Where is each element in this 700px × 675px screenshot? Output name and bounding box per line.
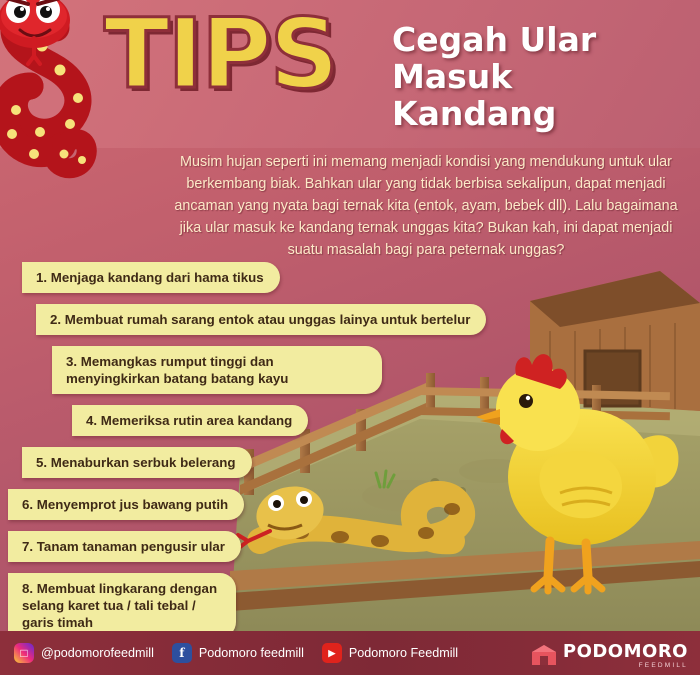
tip-text: Memeriksa rutin area kandang (100, 413, 293, 429)
list-item (52, 346, 382, 394)
header-subtitle-line-2: Masuk (392, 56, 513, 96)
list-item (36, 304, 486, 335)
header-subtitle-line-1: Cegah Ular (392, 20, 597, 59)
tip-number: 4. (86, 413, 98, 429)
tip-text: Menjaga kandang dari hama tikus (50, 270, 264, 285)
list-item (22, 262, 280, 293)
list-item (8, 489, 244, 520)
social-instagram[interactable] (14, 643, 154, 663)
social-youtube[interactable] (322, 643, 458, 663)
list-item (8, 573, 236, 638)
tip-number: 3. (66, 354, 78, 370)
instagram-handle: @podomorofeedmill (41, 646, 154, 660)
tip-number: 6. (22, 497, 34, 513)
brand-logo (531, 641, 688, 669)
list-item (22, 447, 252, 478)
youtube-handle: Podomoro Feedmill (348, 646, 459, 660)
social-facebook[interactable] (172, 643, 304, 663)
facebook-icon: f (172, 643, 192, 663)
tip-number: 5. (36, 455, 48, 471)
tip-number: 8. (22, 581, 34, 597)
tip-text: Menaburkan serbuk belerang (50, 455, 236, 471)
tip-text: Tanam tanaman pengusir ular (36, 539, 225, 555)
youtube-icon: ▶ (322, 643, 342, 663)
header-subtitle-line-3: Kandang (392, 93, 557, 133)
tip-text: Membuat lingkarang dengan selang karet tua / tali tebal / garis timah (22, 581, 218, 631)
header-subtitle (392, 22, 596, 133)
tip-number: 2. (50, 312, 62, 328)
instagram-icon: □ (14, 643, 34, 663)
brand-subtitle: FEEDMILL (638, 662, 688, 669)
tip-text: Membuat rumah sarang entok atau unggas lainya untuk bertelur (64, 312, 471, 328)
barn-logo-icon (531, 644, 557, 666)
facebook-handle: Podomoro feedmill (198, 646, 304, 660)
list-item (72, 405, 308, 436)
tip-number: 7. (22, 539, 34, 555)
list-item (8, 531, 241, 562)
intro-paragraph: Musim hujan seperti ini memang menjadi kondisi yang mendukung untuk ular berkembang biak. Bahkan ular yang tidak berbisa sekalipun, dapat menjadi ancaman yang nyata bagi ternak kita (entok, ayam, bebek dll). Lalu bagaimana jika ular masuk ke kandang ternak unggas kita? Bukan kah, ini dapat menjadi suatu masalah bagi para peternak unggas? (174, 154, 678, 258)
tip-text: Menyemprot jus bawang putih (36, 497, 229, 513)
tip-text: Memangkas rumput tinggi dan menyingkirkan batang batang kayu (66, 354, 289, 387)
tips-list (0, 262, 700, 649)
footer-bar (0, 631, 700, 675)
page-title: TIPS (104, 0, 337, 110)
tip-number: 1. (36, 270, 48, 285)
snake-mascot-icon (0, 0, 184, 209)
brand-name: PODOMORO (562, 641, 688, 662)
